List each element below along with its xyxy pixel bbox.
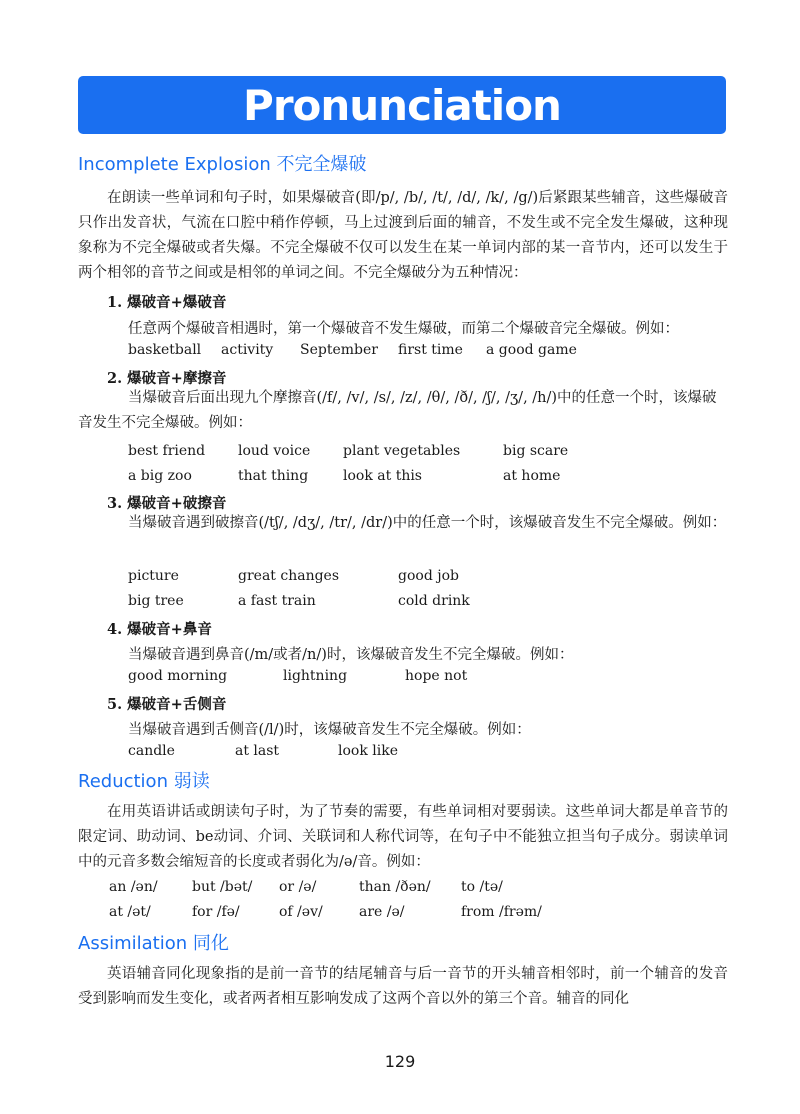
example: hope not xyxy=(405,668,468,684)
example: at home xyxy=(503,468,561,484)
example: that thing xyxy=(238,468,309,484)
example: big tree xyxy=(128,593,184,609)
example: great changes xyxy=(238,568,340,584)
example: big scare xyxy=(503,443,569,459)
example: best friend xyxy=(128,443,206,459)
example: look at this xyxy=(343,468,422,484)
page-number: 129 xyxy=(384,1052,416,1071)
example: first time xyxy=(398,342,463,358)
section-title-reduction: Reduction 弱读 xyxy=(78,771,210,792)
example: good job xyxy=(398,568,459,584)
incomplete-intro: 在朗读一些单词和句子时，如果爆破音(即/p/, /b/, /t/, /d/, /k/, /g/)后紧跟某些辅音，这些爆破音只作出发音状，气流在口腔中稍作停顿，马上过渡到后面的辅音，不发生或不完全发生爆破，这种现象称为不完全爆破或者失爆。不完全爆破不仅可以发生在某一单词内部的某一音节内，还可以发生于两个相邻的音节之间或是相邻的单词之间。不完全爆破分为五种情况： xyxy=(78,190,728,281)
example: loud voice xyxy=(238,443,311,459)
case-3-heading: 3. 爆破音+破擦音 xyxy=(107,495,227,512)
example: a big zoo xyxy=(128,468,192,484)
section-title-incomplete-explosion: Incomplete Explosion 不完全爆破 xyxy=(78,154,367,175)
example: or /ə/ xyxy=(279,879,317,895)
case-1-heading: 1. 爆破音+爆破音 xyxy=(107,294,227,311)
example: activity xyxy=(221,342,274,358)
example: to /tə/ xyxy=(461,879,503,895)
example: from /frəm/ xyxy=(461,904,542,920)
example: look like xyxy=(338,743,398,759)
section-title-assimilation: Assimilation 同化 xyxy=(78,933,229,954)
example: good morning xyxy=(128,668,228,684)
case-4-desc: 当爆破音遇到鼻音(/m/或者/n/)时，该爆破音发生不完全爆破。例如： xyxy=(128,647,574,663)
assimilation-intro: 英语辅音同化现象指的是前一音节的结尾辅音与后一音节的开头辅音相邻时，前一个辅音的发音受到影响而发生变化，或者两者相互影响发成了这两个音以外的第三个音。辅音的同化 xyxy=(78,966,728,1007)
example: a good game xyxy=(486,342,577,358)
example: cold drink xyxy=(398,593,470,609)
title-banner xyxy=(78,76,726,134)
case-4-heading: 4. 爆破音+鼻音 xyxy=(107,621,212,638)
case-1-desc: 任意两个爆破音相遇时，第一个爆破音不发生爆破，而第二个爆破音完全爆破。例如： xyxy=(128,321,679,337)
example: plant vegetables xyxy=(343,443,461,459)
example: but /bət/ xyxy=(192,879,253,895)
example: September xyxy=(300,342,378,358)
example: for /fə/ xyxy=(192,904,240,920)
case-2-heading: 2. 爆破音+摩擦音 xyxy=(107,370,227,387)
example: at /ət/ xyxy=(109,904,151,920)
example: a fast train xyxy=(238,593,316,609)
case-3-desc: 当爆破音遇到破擦音(/tʃ/, /dʒ/, /tr/, /dr/)中的任意一个时，该爆破音发生不完全爆破。例如： xyxy=(128,515,727,531)
example: an /ən/ xyxy=(109,879,158,895)
example: candle xyxy=(128,743,175,759)
example: picture xyxy=(128,568,179,584)
example: than /ðən/ xyxy=(359,879,431,895)
example: basketball xyxy=(128,342,202,358)
page-title: Pronunciation xyxy=(243,80,561,130)
example: lightning xyxy=(283,668,348,684)
case-5-desc: 当爆破音遇到舌侧音(/l/)时，该爆破音发生不完全爆破。例如： xyxy=(128,722,531,738)
example: at last xyxy=(235,743,280,759)
case-5-heading: 5. 爆破音+舌侧音 xyxy=(107,696,227,713)
example: are /ə/ xyxy=(359,904,405,920)
reduction-intro: 在用英语讲话或朗读句子时，为了节奏的需要，有些单词相对要弱读。这些单词大都是单音节的限定词、助动词、be动词、介词、关联词和人称代词等，在句子中不能独立担当句子成分。弱读单词中的元音多数会缩短音的长度或者弱化为/ə/音。例如： xyxy=(78,804,728,870)
example: of /əv/ xyxy=(279,904,323,920)
case-2-desc: 当爆破音后面出现九个摩擦音(/f/, /v/, /s/, /z/, /θ/, /ð/, /ʃ/, /ʒ/, /h/)中的任意一个时，该爆破音发生不完全爆破。例如： xyxy=(78,390,717,431)
